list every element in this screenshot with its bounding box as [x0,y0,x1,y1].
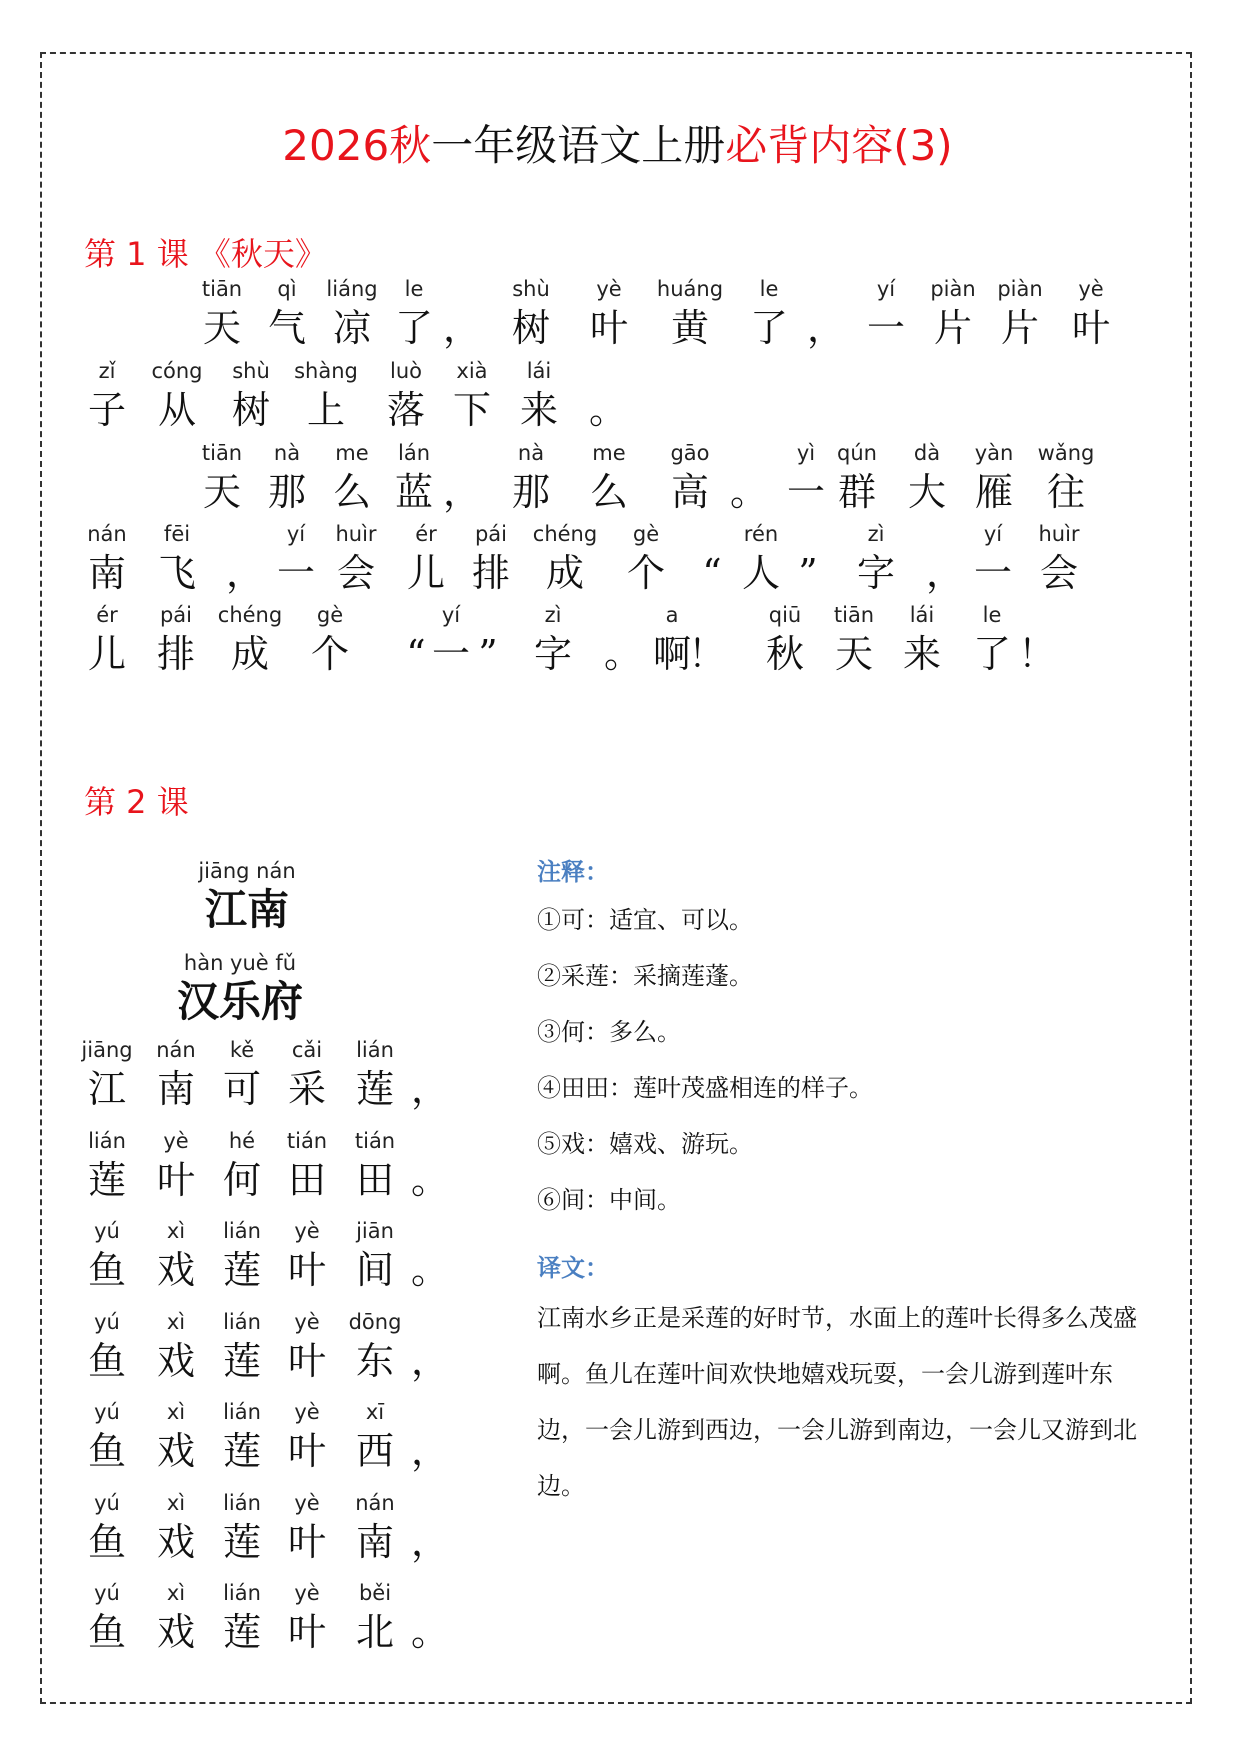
hanzi: 来 [902,632,941,676]
hanzi: 高 [670,470,709,514]
pinyin: a [665,603,679,627]
pinyin: le [982,603,1002,627]
pinyin: shù [512,277,550,301]
ruby-syllable [280,602,380,692]
pinyin: yè [294,1400,320,1424]
pinyin: lián [223,1400,261,1424]
hanzi: 一 [431,632,470,676]
pinyin: le [759,277,779,301]
hanzi: 戏 [156,1610,195,1654]
pinyin: xī [365,1400,385,1424]
hanzi: 么 [332,470,371,514]
lesson2-heading: 第 2 课 [84,783,189,821]
pinyin: nà [517,441,545,465]
poem-title [147,858,347,936]
hanzi: 凉 [332,306,371,350]
pinyin: yè [294,1491,320,1515]
pinyin: tiān [833,603,875,627]
title-grade: 一年级语文上册 [431,121,726,170]
hanzi: 叶 [156,1158,195,1202]
hanzi: 莲 [222,1248,261,1292]
punctuation [380,1218,480,1308]
pinyin: fēi [163,522,191,546]
hanzi: 下 [452,388,491,432]
hanzi: 戏 [156,1520,195,1564]
hanzi: 上 [306,388,345,432]
hanzi: 一 [786,470,825,514]
pinyin: nán [156,1038,196,1062]
pinyin: yú [94,1491,120,1515]
hanzi: 蓝 [394,470,433,514]
pinyin: qiū [768,603,802,627]
hanzi: 莲 [87,1158,126,1202]
pinyin: yí [441,603,461,627]
hanzi: 鱼 [87,1339,126,1383]
hanzi: 叶 [287,1248,326,1292]
hanzi: 雁 [974,470,1013,514]
pinyin: gè [632,522,660,546]
pinyin: jiān [356,1219,394,1243]
pinyin: chéng [217,603,283,627]
hanzi: ， [225,551,264,595]
hanzi: 南 [156,1067,195,1111]
pinyin: yè [1078,277,1104,301]
hanzi: 会 [1039,551,1078,595]
hanzi: 天 [202,306,241,350]
pinyin: cóng [151,359,203,383]
pinyin: piàn [930,277,976,301]
punctuation [380,1037,480,1127]
hanzi: 那 [267,470,306,514]
pinyin: rén [743,522,779,546]
pinyin: dōng [348,1310,402,1334]
hanzi: 子 [87,388,126,432]
notes-heading: 注释： [537,858,609,886]
hanzi: 可 [222,1067,261,1111]
pinyin: kě [229,1038,255,1062]
pinyin: yí [983,522,1003,546]
hanzi: 南 [355,1520,394,1564]
punctuation [558,358,658,448]
pinyin: lán [397,441,430,465]
pinyin: qún [837,441,877,465]
pinyin: yàn [974,441,1014,465]
hanzi: ， [410,1339,449,1383]
punctuation [380,1309,480,1399]
hanzi: 鱼 [87,1248,126,1292]
hanzi: ， [410,1520,449,1564]
hanzi: 成 [545,551,584,595]
hanzi: 群 [837,470,876,514]
pinyin: shù [232,359,270,383]
hanzi: 字 [533,632,572,676]
pinyin: chéng [532,522,598,546]
hanzi: ， [806,306,845,350]
hanzi: 何 [222,1158,261,1202]
hanzi: 气 [267,306,306,350]
note-item: ①可：适宜、可以。 [537,906,753,934]
hanzi: ！ [687,632,726,676]
pinyin: yú [94,1310,120,1334]
pinyin: shàng [294,359,358,383]
pinyin: lián [223,1310,261,1334]
hanzi: ” [478,632,498,676]
pinyin: yè [294,1581,320,1605]
hanzi: ， [442,470,481,514]
pinyin: zǐ [98,359,116,383]
hanzi: 莲 [222,1339,261,1383]
hanzi: 戏 [156,1429,195,1473]
hanzi: 儿 [87,632,126,676]
hanzi: 鱼 [87,1610,126,1654]
hanzi: 叶 [287,1610,326,1654]
hanzi: 。 [729,470,768,514]
punctuation [380,1580,480,1670]
hanzi: 间 [355,1248,394,1292]
pinyin: nán [355,1491,395,1515]
ruby-syllable [1016,440,1116,530]
pinyin: xià [456,359,488,383]
hanzi: 黄 [670,306,709,350]
pinyin: cǎi [291,1038,323,1062]
title-year: 2026秋 [282,121,432,170]
hanzi: 叶 [287,1339,326,1383]
note-item: ⑤戏：嬉戏、游玩。 [537,1130,753,1158]
punctuation [987,602,1087,692]
hanzi: 片 [933,306,972,350]
pinyin: liáng [326,277,378,301]
pinyin: lián [88,1129,126,1153]
translation-text: 江南水乡正是采莲的好时节，水面上的莲叶长得多么茂盛啊。鱼儿在莲叶间欢快地嬉戏玩耍，一会儿游到莲叶东边，一会儿游到西边，一会儿游到南边，一会儿又游到北边。 [537,1304,1137,1500]
hanzi: 莲 [222,1429,261,1473]
hanzi: 人 [741,551,780,595]
hanzi: 排 [471,551,510,595]
hanzi: 片 [1000,306,1039,350]
hanzi: 会 [336,551,375,595]
pinyin: le [404,277,424,301]
pinyin: yè [163,1129,189,1153]
hanzi: 大 [907,470,946,514]
pinyin: yè [294,1219,320,1243]
hanzi: ， [442,306,481,350]
hanzi: 一 [866,306,905,350]
hanzi: 一 [276,551,315,595]
punctuation [380,1128,480,1218]
title-content: 必背内容(3) [725,121,953,170]
pinyin: huáng [656,277,724,301]
hanzi: 田 [287,1158,326,1202]
hanzi: 。 [410,1248,449,1292]
hanzi: ” [798,551,818,595]
pinyin: yè [294,1310,320,1334]
lesson1-heading: 第 1 课 《秋天》 [84,235,327,273]
hanzi: 北 [355,1610,394,1654]
ruby-syllable [1009,521,1109,611]
hanzi: 莲 [355,1067,394,1111]
hanzi: 啊 [652,632,691,676]
ruby-syllable [1041,276,1141,366]
hanzi: 往 [1046,470,1085,514]
hanzi: 莲 [222,1520,261,1564]
pinyin: yì [796,441,816,465]
hanzi: 。 [410,1610,449,1654]
pinyin: nà [273,441,301,465]
pinyin: lián [223,1491,261,1515]
hanzi: 了 [394,306,433,350]
pinyin: huìr [335,522,377,546]
pinyin: xì [166,1219,186,1243]
hanzi: 叶 [287,1520,326,1564]
pinyin: lián [223,1219,261,1243]
pinyin: luò [390,359,422,383]
pinyin: xì [166,1400,186,1424]
hanzi: 天 [202,470,241,514]
hanzi: 江 [87,1067,126,1111]
pinyin: wǎng [1037,441,1095,465]
pinyin: lái [909,603,935,627]
hanzi: 么 [589,470,628,514]
hanzi: 戏 [156,1339,195,1383]
hanzi: ， [410,1429,449,1473]
hanzi: 落 [386,388,425,432]
translation-heading: 译文： [537,1254,609,1282]
poem-author-pinyin: hàn yuè fǔ [183,951,297,975]
hanzi: 秋 [765,632,804,676]
poem-title-pinyin: jiāng nán [198,859,296,883]
hanzi: 鱼 [87,1429,126,1473]
hanzi: 。 [588,388,627,432]
pinyin: yè [596,277,622,301]
pinyin: huìr [1038,522,1080,546]
pinyin: gāo [670,441,710,465]
hanzi: 田 [355,1158,394,1202]
hanzi: ， [410,1067,449,1111]
hanzi: 戏 [156,1248,195,1292]
hanzi: 那 [511,470,550,514]
pinyin: dà [913,441,941,465]
hanzi: 东 [355,1339,394,1383]
hanzi: 叶 [287,1429,326,1473]
hanzi: 成 [230,632,269,676]
pinyin: jiāng [81,1038,133,1062]
hanzi: 飞 [157,551,196,595]
hanzi: ！ [1017,632,1056,676]
hanzi: 叶 [589,306,628,350]
pinyin: pái [159,603,193,627]
pinyin: qì [277,277,297,301]
poem-author [140,950,340,1028]
hanzi: 树 [511,306,550,350]
pinyin: xì [166,1491,186,1515]
pinyin: lián [356,1038,394,1062]
pinyin: tiān [201,277,243,301]
hanzi: 字 [856,551,895,595]
hanzi: “ [406,632,426,676]
hanzi: 南 [87,551,126,595]
pinyin: yú [94,1400,120,1424]
pinyin: yí [286,522,306,546]
hanzi: 排 [156,632,195,676]
pinyin: zì [544,603,562,627]
pinyin: xì [166,1581,186,1605]
hanzi: 个 [626,551,665,595]
pinyin: tián [354,1129,396,1153]
pinyin: běi [358,1581,392,1605]
pinyin: ér [96,603,118,627]
pinyin: nán [87,522,127,546]
hanzi: 。 [410,1158,449,1202]
hanzi: “ [702,551,722,595]
punctuation [380,1399,480,1489]
pinyin: hé [228,1129,256,1153]
hanzi: 鱼 [87,1520,126,1564]
pinyin: yí [876,277,896,301]
hanzi: 从 [157,388,196,432]
hanzi: 儿 [406,551,445,595]
hanzi: ， [925,551,964,595]
pinyin: tiān [201,441,243,465]
note-item: ⑥间：中间。 [537,1186,681,1214]
pinyin: ér [415,522,437,546]
hanzi: 。 [603,632,642,676]
hanzi: 天 [834,632,873,676]
note-item: ②采莲：采摘莲蓬。 [537,962,753,990]
hanzi: 树 [231,388,270,432]
hanzi: 了 [972,632,1011,676]
pinyin: yú [94,1581,120,1605]
hanzi: 一 [973,551,1012,595]
hanzi: 莲 [222,1610,261,1654]
pinyin: gè [316,603,344,627]
note-item: ③何：多么。 [537,1018,681,1046]
pinyin: pái [474,522,508,546]
punctuation [380,1490,480,1580]
pinyin: yú [94,1219,120,1243]
hanzi: 西 [355,1429,394,1473]
pinyin: lái [526,359,552,383]
poem-title-text: 江南 [204,885,289,934]
page-title [0,118,1235,174]
hanzi: 个 [310,632,349,676]
note-item: ④田田：莲叶茂盛相连的样子。 [537,1074,873,1102]
hanzi: 采 [287,1067,326,1111]
hanzi: 来 [519,388,558,432]
pinyin: tián [286,1129,328,1153]
pinyin: xì [166,1310,186,1334]
pinyin: lián [223,1581,261,1605]
hanzi: 了 [749,306,788,350]
pinyin: zì [867,522,885,546]
pinyin: me [592,441,626,465]
pinyin: me [335,441,369,465]
poem-author-text: 汉乐府 [176,977,303,1026]
hanzi: 叶 [1071,306,1110,350]
pinyin: piàn [997,277,1043,301]
